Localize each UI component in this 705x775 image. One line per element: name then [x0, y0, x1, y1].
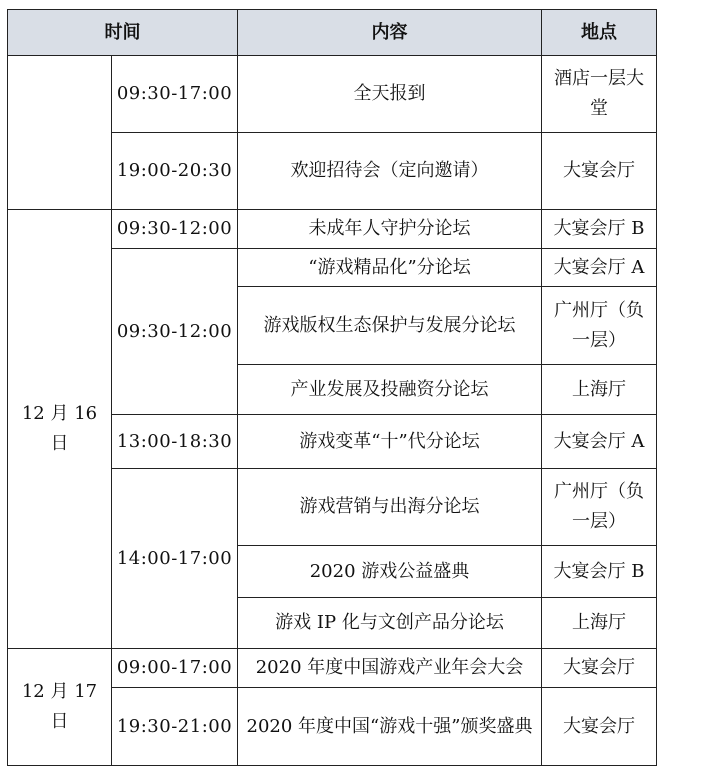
time-cell: 09:00-17:00 [112, 649, 238, 688]
place-cell: 上海厅 [542, 365, 657, 415]
table-row [8, 56, 657, 133]
time-cell: 09:30-12:00 [112, 210, 238, 249]
header-row [8, 10, 657, 56]
table-row [8, 649, 657, 688]
content-cell: 未成年人守护分论坛 [238, 210, 542, 249]
content-cell: 全天报到 [238, 56, 542, 133]
place-cell: 上海厅 [542, 598, 657, 649]
header-content: 内容 [238, 10, 542, 56]
time-cell: 13:00-18:30 [112, 415, 238, 469]
time-cell: 14:00-17:00 [112, 469, 238, 649]
place-cell: 广州厅（负一层） [542, 287, 657, 365]
time-cell: 19:30-21:00 [112, 688, 238, 766]
time-cell: 09:30-12:00 [112, 249, 238, 415]
place-cell: 大宴会厅 A [542, 249, 657, 287]
content-cell: “游戏精品化”分论坛 [238, 249, 542, 287]
schedule-table [7, 9, 657, 766]
place-cell: 大宴会厅 B [542, 210, 657, 249]
place-cell: 大宴会厅 B [542, 546, 657, 598]
content-cell: 欢迎招待会（定向邀请） [238, 133, 542, 210]
table-row [8, 210, 657, 249]
content-cell: 2020 年度中国游戏产业年会大会 [238, 649, 542, 688]
date-cell: 12 月 17 日 [8, 649, 112, 766]
place-cell: 大宴会厅 [542, 133, 657, 210]
date-cell [8, 56, 112, 210]
header-place: 地点 [542, 10, 657, 56]
place-cell: 广州厅（负一层） [542, 469, 657, 546]
content-cell: 游戏营销与出海分论坛 [238, 469, 542, 546]
content-cell: 游戏 IP 化与文创产品分论坛 [238, 598, 542, 649]
place-cell: 酒店一层大堂 [542, 56, 657, 133]
place-cell: 大宴会厅 [542, 688, 657, 766]
header-time: 时间 [8, 10, 238, 56]
content-cell: 2020 游戏公益盛典 [238, 546, 542, 598]
content-cell: 游戏版权生态保护与发展分论坛 [238, 287, 542, 365]
place-cell: 大宴会厅 A [542, 415, 657, 469]
date-cell: 12 月 16 日 [8, 210, 112, 649]
content-cell: 产业发展及投融资分论坛 [238, 365, 542, 415]
time-cell: 09:30-17:00 [112, 56, 238, 133]
time-cell: 19:00-20:30 [112, 133, 238, 210]
place-cell: 大宴会厅 [542, 649, 657, 688]
content-cell: 游戏变革“十”代分论坛 [238, 415, 542, 469]
content-cell: 2020 年度中国“游戏十强”颁奖盛典 [238, 688, 542, 766]
